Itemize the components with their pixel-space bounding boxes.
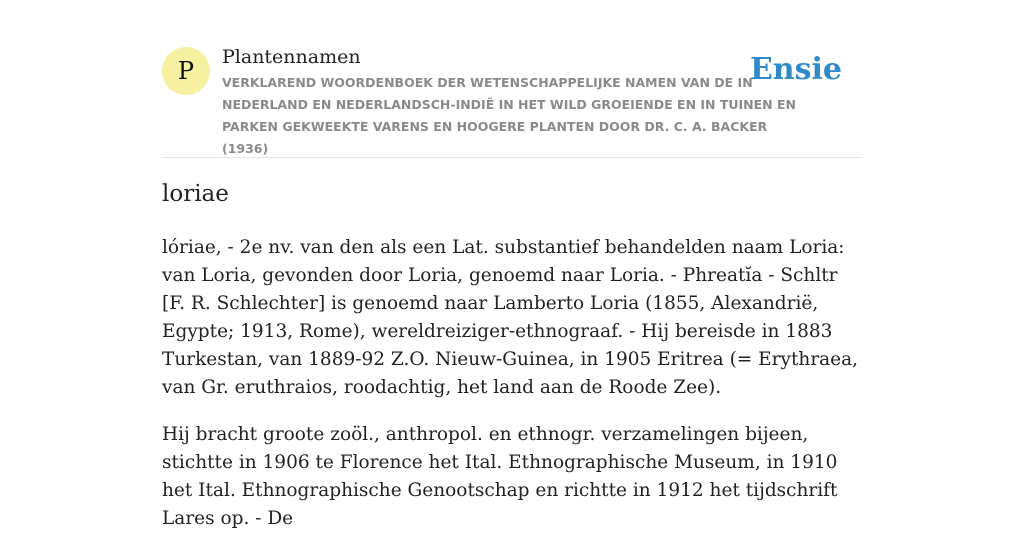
entry-title: loriae bbox=[162, 181, 229, 207]
entry-body bbox=[162, 234, 862, 552]
book-header bbox=[162, 44, 862, 158]
book-avatar: P bbox=[162, 47, 210, 95]
book-title-link[interactable]: Plantennamen bbox=[222, 46, 361, 68]
book-subtitle: VERKLAREND WOORDENBOEK DER WETENSCHAPPELIJKE NAMEN VAN DE IN NEDERLAND EN NEDERLANDSCH-INDIË IN HET WILD GROEIENDE EN IN TUINEN EN PARKEN GEKWEEKTE VARENS EN HOOGERE PLANTEN DOOR DR. C. A. BACKER (1936) bbox=[222, 75, 796, 156]
entry-paragraph: lóriae, - 2e nv. van den als een Lat. substantief behandelden naam Loria: van Loria, gevonden door Loria, genoemd naar Loria. - Phreatĭa - Schltr [F. R. Schlechter] is genoemd naar Lamberto Loria (1855, Alexandrië, Egypte; 1913, Rome), wereldreiziger-ethnograaf. - Hij bereisde in 1883 Turkestan, van 1889-92 Z.O. Nieuw-Guinea, in 1905 Eritrea (= Erythraea, van Gr. eruthraios, roodachtig, het land aan de Roode Zee). bbox=[162, 237, 859, 398]
entry-paragraph: Hij bracht groote zoöl., anthropol. en ethnogr. verzamelingen bijeen, stichtte in 1906 te Florence het Ital. Ethnographische Museum, in 1910 het Ital. Ethnographische Genootschap en richtte in 1912 het tijdschrift Lares op. - De bbox=[162, 424, 838, 529]
ensie-logo-link[interactable]: Ensie bbox=[749, 52, 842, 87]
